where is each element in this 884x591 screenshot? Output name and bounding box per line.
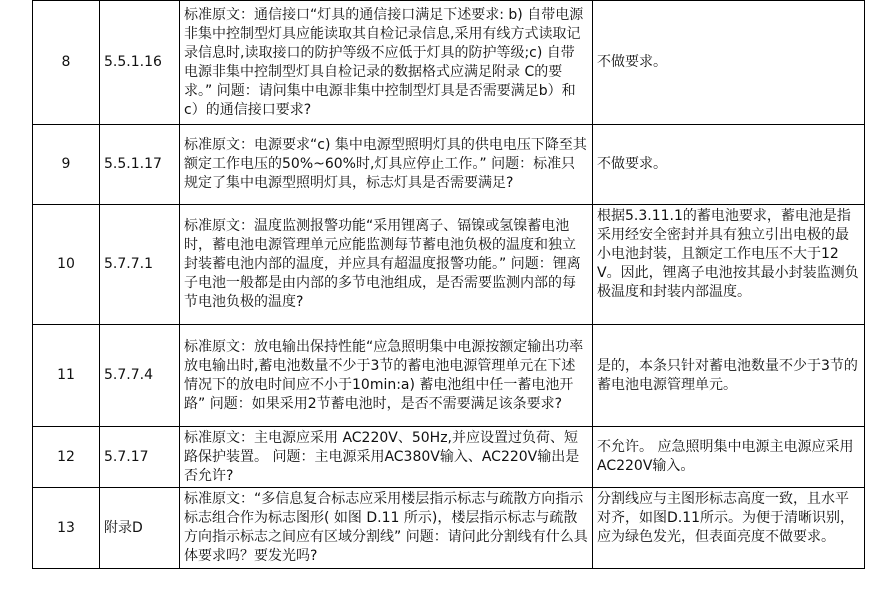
clause-cell: 附录D xyxy=(100,488,180,569)
row-number-cell: 8 xyxy=(33,1,100,125)
faq-table xyxy=(32,0,865,569)
row-number-cell: 11 xyxy=(33,325,100,427)
answer-cell: 分割线应与主图形标志高度一致，且水平对齐，如图D.11所示。为便于清晰识别，应为绿色发光，但表面亮度不做要求。 xyxy=(593,488,865,569)
question-cell: 标准原文：通信接口“灯具的通信接口满足下述要求: b) 自带电源非集中控制型灯具应能读取其自检记录信息,采用有线方式读取记录信息时,读取接口的防护等级不应低于灯具的防护等级;c) 自带电源非集中控制型灯具自检记录的数据格式应满足附录 C的要求。” 问题：请问集中电源非集中控制型灯具是否需要满足b）和c）的通信接口要求? xyxy=(180,1,593,125)
clause-cell: 5.7.7.1 xyxy=(100,205,180,325)
clause-cell: 5.5.1.17 xyxy=(100,125,180,205)
question-cell: 标准原文：电源要求“c) 集中电源型照明灯具的供电电压下降至其额定工作电压的50%~60%时,灯具应停止工作。” 问题：标准只规定了集中电源型照明灯具，标志灯具是否需要满足? xyxy=(180,125,593,205)
row-number-cell: 10 xyxy=(33,205,100,325)
clause-cell: 5.5.1.16 xyxy=(100,1,180,125)
table-row xyxy=(33,125,865,205)
answer-cell: 不做要求。 xyxy=(593,1,865,125)
table-row xyxy=(33,325,865,427)
answer-cell: 不做要求。 xyxy=(593,125,865,205)
table-row xyxy=(33,427,865,488)
table-row xyxy=(33,488,865,569)
row-number-cell: 13 xyxy=(33,488,100,569)
question-cell: 标准原文：“多信息复合标志应采用楼层指示标志与疏散方向指示标志组合作为标志图形( 如图 D.11 所示)，楼层指示标志与疏散方向指示标志之间应有区域分割线” 问题：请问此分割线有什么具体要求吗？要发光吗? xyxy=(180,488,593,569)
question-cell: 标准原文：放电输出保持性能“应急照明集中电源按额定输出功率放电输出时,蓄电池数量不少于3节的蓄电池电源管理单元在下述情况下的放电时间应不小于10min:a) 蓄电池组中任一蓄电池开路” 问题：如果采用2节蓄电池时，是否不需要满足该条要求? xyxy=(180,325,593,427)
answer-cell: 是的，本条只针对蓄电池数量不少于3节的蓄电池电源管理单元。 xyxy=(593,325,865,427)
row-number-cell: 12 xyxy=(33,427,100,488)
table-row xyxy=(33,205,865,325)
answer-cell: 不允许。 应急照明集中电源主电源应采用AC220V输入。 xyxy=(593,427,865,488)
row-number-cell: 9 xyxy=(33,125,100,205)
question-cell: 标准原文：主电源应采用 AC220V、50Hz,并应设置过负荷、短路保护装置。 问题：主电源采用AC380V输入、AC220V输出是否允许? xyxy=(180,427,593,488)
table-row xyxy=(33,1,865,125)
answer-cell: 根据5.3.11.1的蓄电池要求，蓄电池是指采用经安全密封并具有独立引出电极的最小电池封装，且额定工作电压不大于12V。因此，锂离子电池按其最小封装监测负极温度和封装内部温度。 xyxy=(593,205,865,325)
question-cell: 标准原文：温度监测报警功能“采用锂离子、镉镍或氢镍蓄电池时，蓄电池电源管理单元应能监测每节蓄电池负极的温度和独立封装蓄电池内部的温度，并应具有超温度报警功能。” 问题：锂离子电池一般都是由内部的多节电池组成，是否需要监测内部的每节电池负极的温度? xyxy=(180,205,593,325)
clause-cell: 5.7.7.4 xyxy=(100,325,180,427)
clause-cell: 5.7.17 xyxy=(100,427,180,488)
